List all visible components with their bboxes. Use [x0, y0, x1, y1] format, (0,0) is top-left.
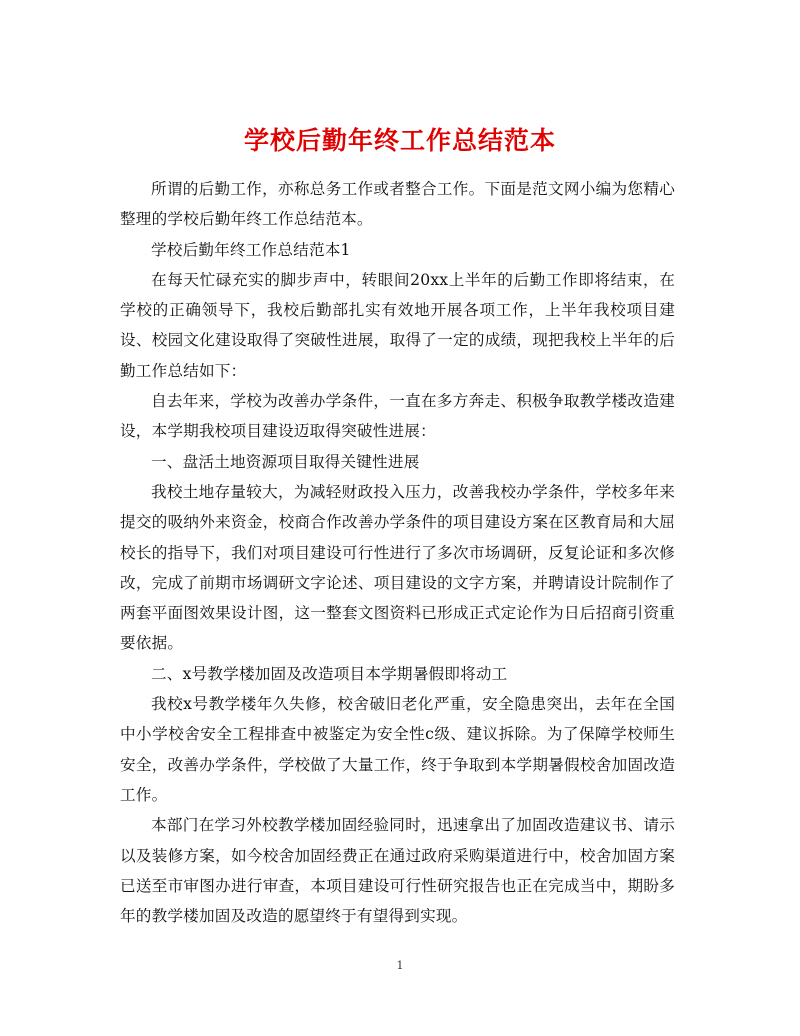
body-paragraph: 在每天忙碌充实的脚步声中，转眼间20xx上半年的后勤工作即将结束，在学校的正确领导下，我校后勤部扎实有效地开展各项工作，上半年我校项目建设、校园文化建设取得了突破性进展，取得了一定的成绩，现把我校上半年的后勤工作总结如下： [120, 270, 675, 380]
page-number: 1 [396, 959, 404, 972]
section-heading-building-reinforcement: 二、x号教学楼加固及改造项目本学期暑假即将动工 [151, 664, 508, 683]
body-paragraph: 自去年来，学校为改善办学条件，一直在多方奔走、积极争取教学楼改造建设，本学期我校项目建设迈取得突破性进展： [120, 392, 675, 441]
body-paragraph: 我校x号教学楼年久失修，校舍破旧老化严重，安全隐患突出，去年在全国中小学校舍安全工程排查中被鉴定为安全性c级、建议拆除。为了保障学校师生安全，改善办学条件，学校做了大量工作，终于争取到本学期暑假校舍加固改造工作。 [120, 695, 675, 804]
intro-paragraph: 所谓的后勤工作，亦称总务工作或者整合工作。下面是范文网小编为您精心整理的学校后勤年终工作总结范本。 [120, 180, 675, 229]
document-title: 学校后勤年终工作总结范本 [243, 125, 556, 155]
section-heading-land-resources: 一、盘活土地资源项目取得关键性进展 [151, 452, 420, 471]
section-heading-sample-1: 学校后勤年终工作总结范本1 [151, 240, 351, 259]
body-paragraph: 我校土地存量较大，为减轻财政投入压力，改善我校办学条件，学校多年来提交的吸纳外来资金，校商合作改善办学条件的项目建设方案在区教育局和大屈校长的指导下，我们对项目建设可行性进行了多次市场调研，反复论证和多次修改，完成了前期市场调研文字论述、项目建设的文字方案，并聘请设计院制作了两套平面图效果设计图，这一整套文图资料已形成正式定论作为日后招商引资重要依据。 [120, 482, 675, 653]
document-body [120, 174, 675, 931]
body-paragraph: 本部门在学习外校教学楼加固经验同时，迅速拿出了加固改造建议书、请示以及装修方案，如今校舍加固经费正在通过政府采购渠道进行中，校舍加固方案已送至市审图办进行审查，本项目建设可行性研究报告也正在完成当中，期盼多年的教学楼加固及改造的愿望终于有望得到实现。 [120, 816, 675, 926]
